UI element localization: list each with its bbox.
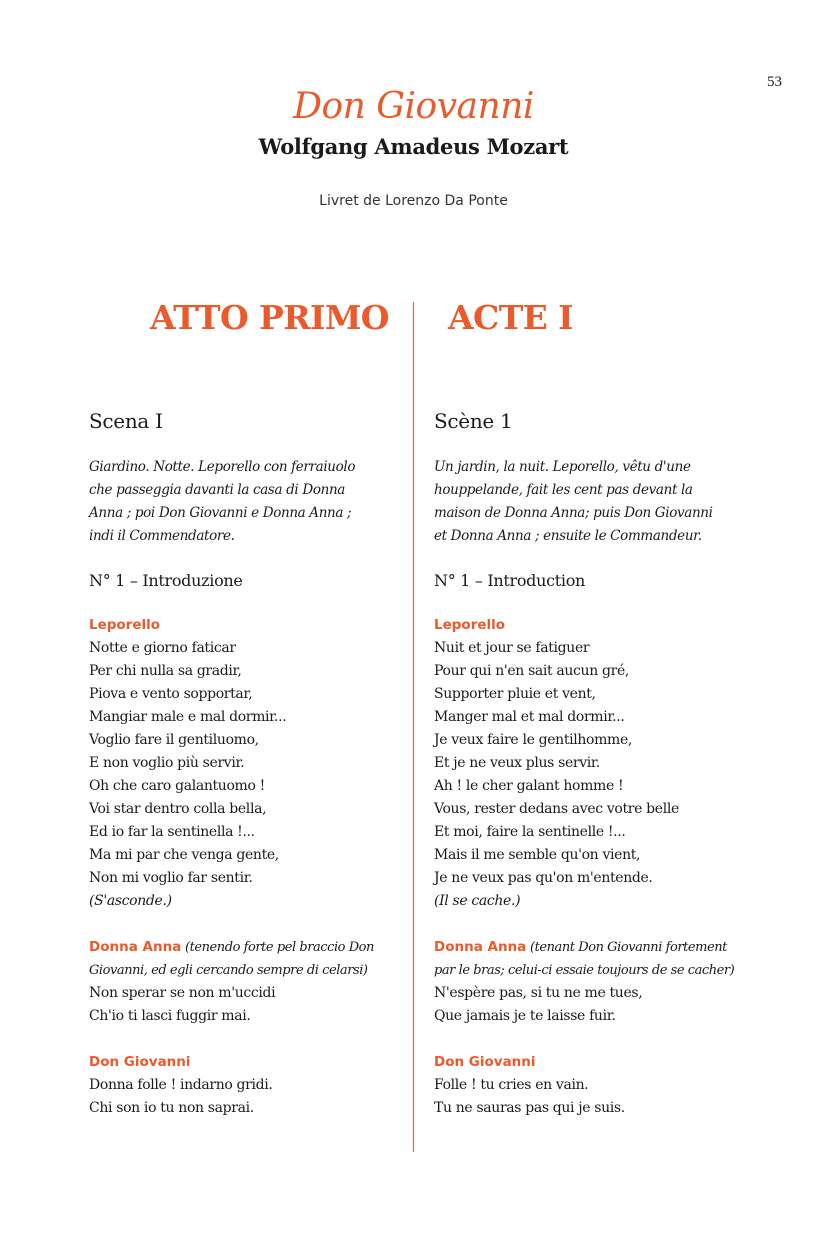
stage-direction-line: par le bras; celui-ci essaie toujours de se cacher) [434,963,735,978]
stage-direction-line: maison de Donna Anna; puis Don Giovanni [434,505,713,521]
verse-line: Oh che caro galantuomo ! [89,778,265,794]
don-giovanni-block-italian [89,1051,401,1120]
verse-line: Chi son io tu non saprai. [89,1100,254,1116]
stage-direction-line: che passeggia davanti la casa di Donna [89,482,345,498]
stage-direction-inline: (tenendo forte pel braccio Don [181,940,374,955]
verse-line: Ma mi par che venga gente, [89,847,279,863]
verse-line: Non mi voglio far sentir. [89,870,253,886]
stage-directions-italian [89,456,401,548]
speaker-name: Don Giovanni [434,1054,536,1070]
page-number: 53 [767,74,782,90]
number-title-italian: N° 1 – Introduzione [89,571,243,590]
stage-direction-line: Anna ; poi Don Giovanni e Donna Anna ; [89,505,352,521]
verse-line: Voi star dentro colla bella, [89,801,267,817]
scene-title-italian: Scena I [89,409,163,433]
verse-line: Nuit et jour se fatiguer [434,640,590,656]
italian-column [89,296,401,1120]
stage-direction-line: Giovanni, ed egli cercando sempre di celarsi) [89,963,368,978]
speaker-name: Donna Anna [434,939,527,955]
verse-line: Piova e vento sopportar, [89,686,253,702]
verse-line: Pour qui n'en sait aucun gré, [434,663,629,679]
verse-line: Mais il me semble qu'on vient, [434,847,641,863]
verse-line: Per chi nulla sa gradir, [89,663,242,679]
verse-line: N'espère pas, si tu ne me tues, [434,985,643,1001]
verse-line: Tu ne sauras pas qui je suis. [434,1100,625,1116]
donna-anna-block-italian [89,936,401,1028]
verse-line: Manger mal et mal dormir... [434,709,625,725]
speaker-name: Donna Anna [89,939,182,955]
verse-line: Je ne veux pas qu'on m'entende. [434,870,653,886]
verse-line: Ch'io ti lasci fuggir mai. [89,1008,251,1024]
number-title-french: N° 1 – Introduction [434,571,586,590]
stage-direction-line: Un jardin, la nuit. Leporello, vêtu d'une [434,459,691,475]
stage-direction-line: houppelande, fait les cent pas devant la [434,482,693,498]
stage-aside: (Il se cache.) [434,893,521,909]
french-column [434,296,754,1120]
stage-directions-french [434,456,754,548]
scene-title-french: Scène 1 [434,409,513,433]
verse-line: Non sperar se non m'uccidi [89,985,276,1001]
speaker-name: Don Giovanni [89,1054,191,1070]
stage-aside: (S'asconde.) [89,893,172,909]
verse-line: Je veux faire le gentilhomme, [434,732,632,748]
speaker-direction-line [89,936,401,959]
leporello-block-french [434,614,754,913]
composer-name: Wolfgang Amadeus Mozart [258,134,569,159]
speaker-name: Leporello [89,617,161,633]
verse-line: Donna folle ! indarno gridi. [89,1077,273,1093]
opera-title: Don Giovanni [293,86,534,127]
donna-anna-block-french [434,936,754,1028]
don-giovanni-block-french [434,1051,754,1120]
act-title-french: ACTE I [448,298,573,337]
verse-line: Folle ! tu cries en vain. [434,1077,589,1093]
verse-line: Ah ! le cher galant homme ! [434,778,624,794]
stage-direction-inline: (tenant Don Giovanni fortement [526,940,727,955]
verse-line: Supporter pluie et vent, [434,686,596,702]
verse-line: Ed io far la sentinella !... [89,824,255,840]
verse-line: Vous, rester dedans avec votre belle [434,801,679,817]
speaker-name: Leporello [434,617,506,633]
verse-line: Et moi, faire la sentinelle !... [434,824,626,840]
stage-direction-line: indi il Commendatore. [89,528,235,544]
column-divider [413,302,414,1152]
speaker-direction-line [434,936,754,959]
verse-line: Notte e giorno faticar [89,640,236,656]
verse-line: Voglio fare il gentiluomo, [89,732,259,748]
act-title-italian: ATTO PRIMO [150,298,389,337]
librettist-credit: Livret de Lorenzo Da Ponte [319,193,508,209]
leporello-block-italian [89,614,401,913]
stage-direction-line: Giardino. Notte. Leporello con ferraiuolo [89,459,356,475]
verse-line: E non voglio più servir. [89,755,245,771]
verse-line: Et je ne veux plus servir. [434,755,600,771]
verse-line: Mangiar male e mal dormir... [89,709,287,725]
verse-line: Que jamais je te laisse fuir. [434,1008,616,1024]
stage-direction-line: et Donna Anna ; ensuite le Commandeur. [434,528,702,544]
